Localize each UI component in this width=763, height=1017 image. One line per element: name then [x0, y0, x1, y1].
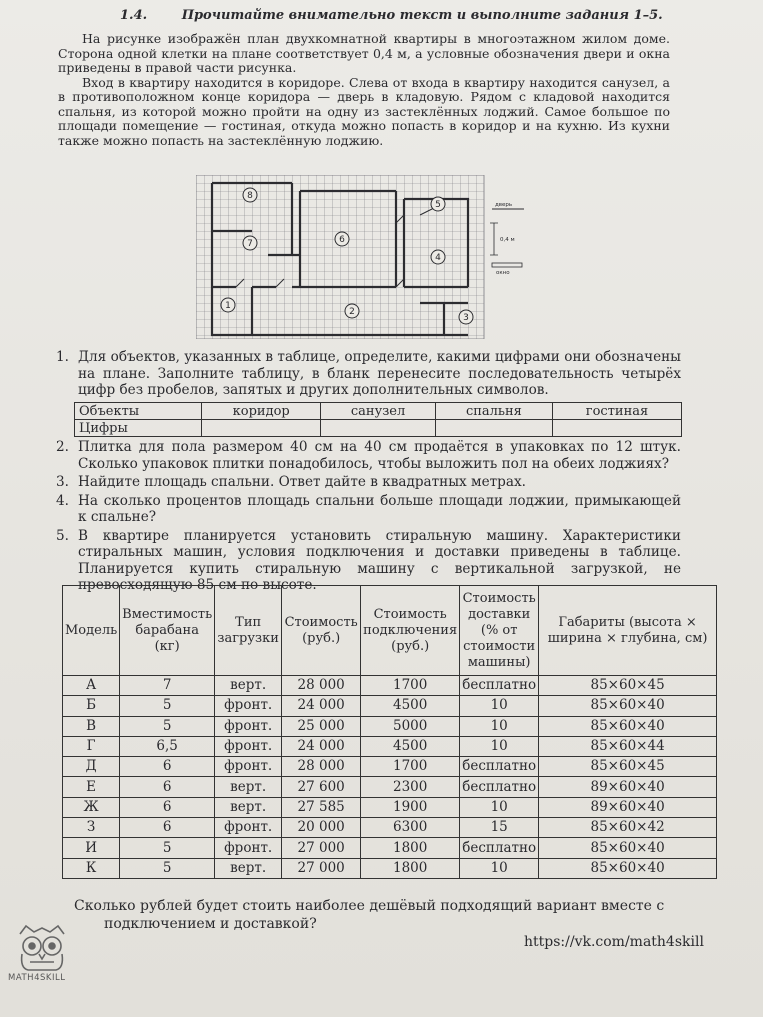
header-capacity: Вместимость барабана (кг) [120, 586, 215, 676]
plan-label-6 [335, 232, 349, 246]
objects-cell-living-room: гостиная [553, 403, 682, 420]
intro-paragraph-2: Вход в квартиру находится в коридоре. Слева от входа в квартиру находится санузел, а в противоположном конце коридора — дверь в кладовую. Рядом с кладовой находится спальня, из которой можно пройти на одну из застеклённых лоджий. Самое большое по площади помещение — гостиная, откуда можно попасть в коридор и на кухню. Из кухни также можно попасть на застеклённую лоджию. [58, 74, 670, 148]
cell-delivery-cost: бесплатно [460, 838, 539, 858]
svg-text:3: 3 [463, 313, 469, 323]
plan-label-3 [459, 310, 473, 324]
section-title: Прочитайте внимательно текст и выполните задания 1–5. [181, 8, 663, 23]
svg-text:5: 5 [435, 200, 441, 210]
cell-dimensions: 85×60×44 [539, 736, 717, 756]
svg-text:дверь: дверь [495, 202, 513, 208]
plan-label-4 [431, 250, 445, 264]
cell-capacity: 5 [120, 858, 215, 878]
plan-label-1 [221, 298, 235, 312]
cell-model: К [63, 858, 120, 878]
cell-model: Б [63, 696, 120, 716]
washing-machines-table [62, 585, 717, 879]
cell-load-type: фронт. [215, 716, 282, 736]
cell-load-type: верт. [215, 858, 282, 878]
cell-price: 27 600 [282, 777, 361, 797]
cell-price: 24 000 [282, 696, 361, 716]
cell-dimensions: 85×60×40 [539, 858, 717, 878]
header-model: Модель [63, 586, 120, 676]
plan-legend [490, 202, 524, 276]
task-2-text: Плитка для пола размером 40 см на 40 см продаётся в упаковках по 12 штук. Сколько упаковок плитки понадобилось, чтобы выложить пол на обеих лоджиях? [78, 439, 681, 472]
cell-capacity: 6 [120, 797, 215, 817]
cell-install-cost: 5000 [361, 716, 460, 736]
cell-model: Ж [63, 797, 120, 817]
objects-row [75, 403, 682, 420]
cell-price: 25 000 [282, 716, 361, 736]
cell-capacity: 6,5 [120, 736, 215, 756]
svg-text:окно: окно [496, 270, 510, 276]
digits-cell [553, 420, 682, 437]
machine-row [63, 838, 717, 858]
vk-link[interactable]: https://vk.com/math4skill [524, 934, 704, 950]
final-question [74, 897, 714, 933]
cell-model: Е [63, 777, 120, 797]
scale-symbol [490, 223, 498, 255]
cell-install-cost: 1900 [361, 797, 460, 817]
cell-capacity: 5 [120, 696, 215, 716]
objects-cell-bathroom: санузел [321, 403, 435, 420]
cell-price: 27 585 [282, 797, 361, 817]
final-question-line-2: подключением и доставкой? [104, 916, 317, 932]
cell-install-cost: 1800 [361, 858, 460, 878]
cell-load-type: фронт. [215, 818, 282, 838]
objects-header-cell: Объекты [75, 403, 202, 420]
cell-price: 28 000 [282, 757, 361, 777]
task-3-text: Найдите площадь спальни. Ответ дайте в квадратных метрах. [78, 474, 526, 490]
cell-dimensions: 85×60×40 [539, 838, 717, 858]
cell-install-cost: 1800 [361, 838, 460, 858]
machine-row [63, 777, 717, 797]
cell-capacity: 5 [120, 838, 215, 858]
digits-cell [435, 420, 552, 437]
cell-dimensions: 85×60×40 [539, 716, 717, 736]
header-delivery-cost: Стоимость доставки (% от стоимости машины) [460, 586, 539, 676]
cell-load-type: фронт. [215, 838, 282, 858]
machine-row [63, 736, 717, 756]
cell-delivery-cost: 10 [460, 736, 539, 756]
svg-text:1: 1 [225, 301, 231, 311]
objects-table [74, 402, 682, 437]
intro-paragraph-1: На рисунке изображён план двухкомнатной квартиры в многоэтажном жилом доме. Сторона одной клетки на плане соответствует 0,4 м, а условные обозначения двери и окна приведены в правой части рисунка. [58, 31, 670, 75]
cell-model: Г [63, 736, 120, 756]
header-dimensions: Габариты (высота × ширина × глубина, см) [539, 586, 717, 676]
machine-row [63, 797, 717, 817]
machine-row [63, 696, 717, 716]
task-5-text: В квартире планируется установить стиральную машину. Характеристики стиральных машин, условия подключения и доставки приведены в таблице. Планируется купить стиральную машину с вертикальной загрузкой, не превосходящую 85 см по высоте. [78, 527, 681, 593]
intro-text [58, 32, 670, 148]
cell-price: 27 000 [282, 838, 361, 858]
cell-price: 24 000 [282, 736, 361, 756]
machines-body [63, 676, 717, 879]
machine-row [63, 716, 717, 736]
cell-capacity: 6 [120, 777, 215, 797]
cell-model: З [63, 818, 120, 838]
plan-label-2 [345, 304, 359, 318]
svg-text:7: 7 [247, 239, 253, 249]
task-list-continued [56, 439, 681, 596]
task-4-text: На сколько процентов площадь спальни больше площади лоджии, примыкающей к спальне? [78, 492, 681, 525]
machine-row [63, 858, 717, 878]
cell-load-type: верт. [215, 676, 282, 696]
svg-text:6: 6 [339, 235, 345, 245]
task-4: 4. На сколько процентов площадь спальни больше площади лоджии, примыкающей к спальне? [56, 492, 681, 525]
svg-text:4: 4 [435, 253, 441, 263]
cell-model: А [63, 676, 120, 696]
cell-delivery-cost: 15 [460, 818, 539, 838]
cell-model: В [63, 716, 120, 736]
cell-dimensions: 89×60×40 [539, 797, 717, 817]
digits-row [75, 420, 682, 437]
cell-install-cost: 4500 [361, 696, 460, 716]
plan-label-7 [243, 236, 257, 250]
cell-capacity: 7 [120, 676, 215, 696]
machine-row [63, 676, 717, 696]
cell-price: 27 000 [282, 858, 361, 878]
cell-delivery-cost: 10 [460, 696, 539, 716]
header-install-cost: Стоимость подключения (руб.) [361, 586, 460, 676]
cell-load-type: фронт. [215, 696, 282, 716]
task-list [56, 349, 681, 401]
svg-text:8: 8 [247, 191, 253, 201]
cell-capacity: 6 [120, 818, 215, 838]
header-load-type: Тип загрузки [215, 586, 282, 676]
cell-install-cost: 2300 [361, 777, 460, 797]
cell-load-type: верт. [215, 797, 282, 817]
task-2: 2. Плитка для пола размером 40 см на 40 см продаётся в упаковках по 12 штук. Сколько упаковок плитки понадобилось, чтобы выложить пол на обеих лоджиях? [56, 439, 681, 472]
header-price: Стоимость (руб.) [282, 586, 361, 676]
svg-text:0,4 м: 0,4 м [500, 237, 515, 243]
machine-row [63, 818, 717, 838]
owl-logo-icon [12, 924, 72, 994]
cell-install-cost: 1700 [361, 676, 460, 696]
svg-text:2: 2 [349, 307, 355, 317]
cell-delivery-cost: бесплатно [460, 676, 539, 696]
section-number: 1.4. [120, 8, 148, 23]
objects-cell-corridor: коридор [202, 403, 321, 420]
objects-cell-bedroom: спальня [435, 403, 552, 420]
cell-load-type: фронт. [215, 757, 282, 777]
cell-capacity: 5 [120, 716, 215, 736]
cell-dimensions: 85×60×45 [539, 757, 717, 777]
cell-price: 20 000 [282, 818, 361, 838]
cell-model: И [63, 838, 120, 858]
digits-header-cell: Цифры [75, 420, 202, 437]
task-1-text: Для объектов, указанных в таблице, определите, какими цифрами они обозначены на плане. Заполните таблицу, в бланк перенесите последовательность четырёх цифр без пробелов, запятых и других дополнительных символов. [78, 349, 681, 398]
cell-dimensions: 85×60×45 [539, 676, 717, 696]
cell-model: Д [63, 757, 120, 777]
cell-install-cost: 4500 [361, 736, 460, 756]
cell-load-type: фронт. [215, 736, 282, 756]
machine-row [63, 757, 717, 777]
machines-header-row [63, 586, 717, 676]
plan-label-5 [431, 197, 445, 211]
cell-load-type: верт. [215, 777, 282, 797]
cell-capacity: 6 [120, 757, 215, 777]
cell-dimensions: 85×60×42 [539, 818, 717, 838]
task-3: 3. Найдите площадь спальни. Ответ дайте в квадратных метрах. [56, 474, 681, 491]
final-question-line-1: Сколько рублей будет стоить наиболее дешёвый подходящий вариант вместе с [74, 898, 665, 914]
cell-install-cost: 6300 [361, 818, 460, 838]
cell-delivery-cost: 10 [460, 858, 539, 878]
cell-install-cost: 1700 [361, 757, 460, 777]
task-1: 1. Для объектов, указанных в таблице, определите, какими цифрами они обозначены на плане. Заполните таблицу, в бланк перенесите последовательность четырёх цифр без пробелов, запятых и других дополнительных символов. [56, 349, 681, 398]
cell-delivery-cost: бесплатно [460, 777, 539, 797]
section-header [120, 8, 663, 23]
apartment-plan [196, 175, 532, 339]
digits-cell [321, 420, 435, 437]
logo-text: MATH4SKILL [8, 973, 66, 983]
digits-cell [202, 420, 321, 437]
cell-dimensions: 85×60×40 [539, 696, 717, 716]
cell-delivery-cost: 10 [460, 797, 539, 817]
cell-delivery-cost: 10 [460, 716, 539, 736]
task-5: 5. В квартире планируется установить стиральную машину. Характеристики стиральных машин, условия подключения и доставки приведены в таблице. Планируется купить стиральную машину с вертикальной загрузкой, не превосходящую 85 см по высоте. [56, 527, 681, 593]
cell-dimensions: 89×60×40 [539, 777, 717, 797]
cell-price: 28 000 [282, 676, 361, 696]
window-symbol [492, 263, 522, 267]
plan-label-8 [243, 188, 257, 202]
cell-delivery-cost: бесплатно [460, 757, 539, 777]
